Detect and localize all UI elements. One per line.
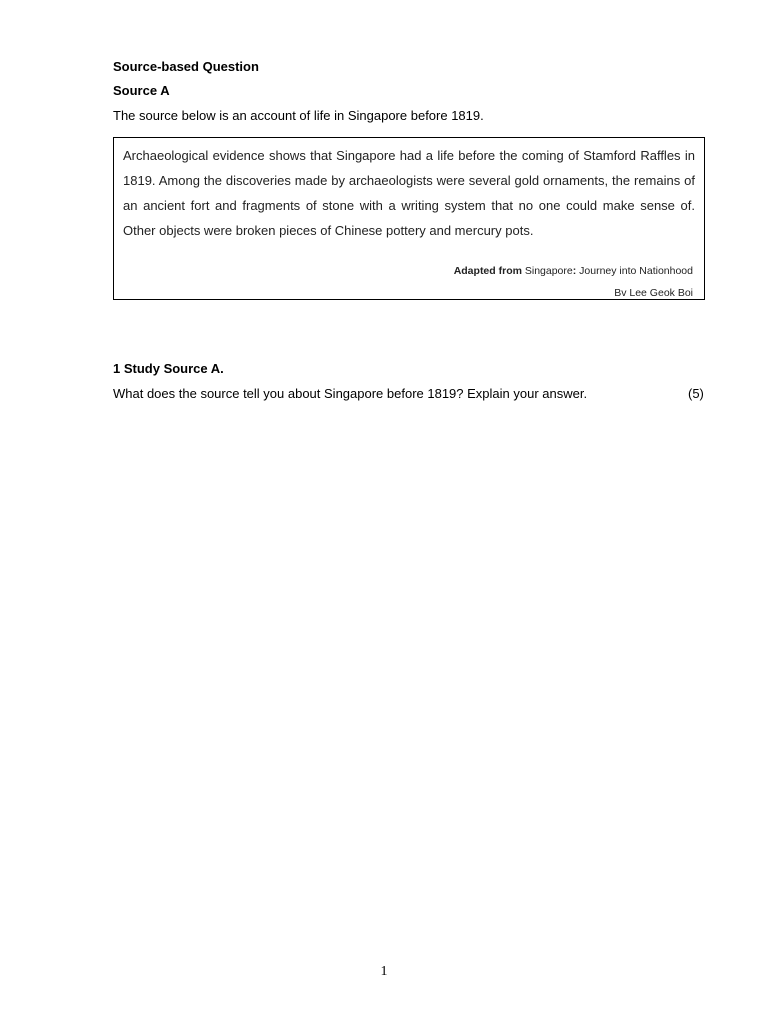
section-title: Source-based Question xyxy=(113,59,259,74)
page-number: 1 xyxy=(380,964,388,979)
book-title-part1: Singapore xyxy=(524,265,573,277)
source-author: Bv Lee Geok Boi xyxy=(614,287,693,299)
source-text: Archaeological evidence shows that Singapore had a life before the coming of Stamford Raffles in 1819. Among the discoveries made by archaeologists were several gold ornaments, the remains of an ancient fort and fragments of stone with a writing system that no one could make sense of. Other objects were broken pieces of Chinese pottery and mercury pots. xyxy=(123,148,695,238)
source-attribution xyxy=(454,265,693,278)
question-heading: 1 Study Source A. xyxy=(113,361,224,376)
question-text: What does the source tell you about Singapore before 1819? Explain your answer. xyxy=(113,386,588,401)
question-marks: (5) xyxy=(688,386,704,401)
source-intro: The source below is an account of life in Singapore before 1819. xyxy=(113,108,484,123)
source-label: Source A xyxy=(113,83,170,98)
book-title-colon: : xyxy=(572,265,577,277)
book-title-part2: Journey into Nationhood xyxy=(579,265,693,277)
source-box xyxy=(113,137,705,300)
adapted-from-label: Adapted from xyxy=(453,265,522,277)
